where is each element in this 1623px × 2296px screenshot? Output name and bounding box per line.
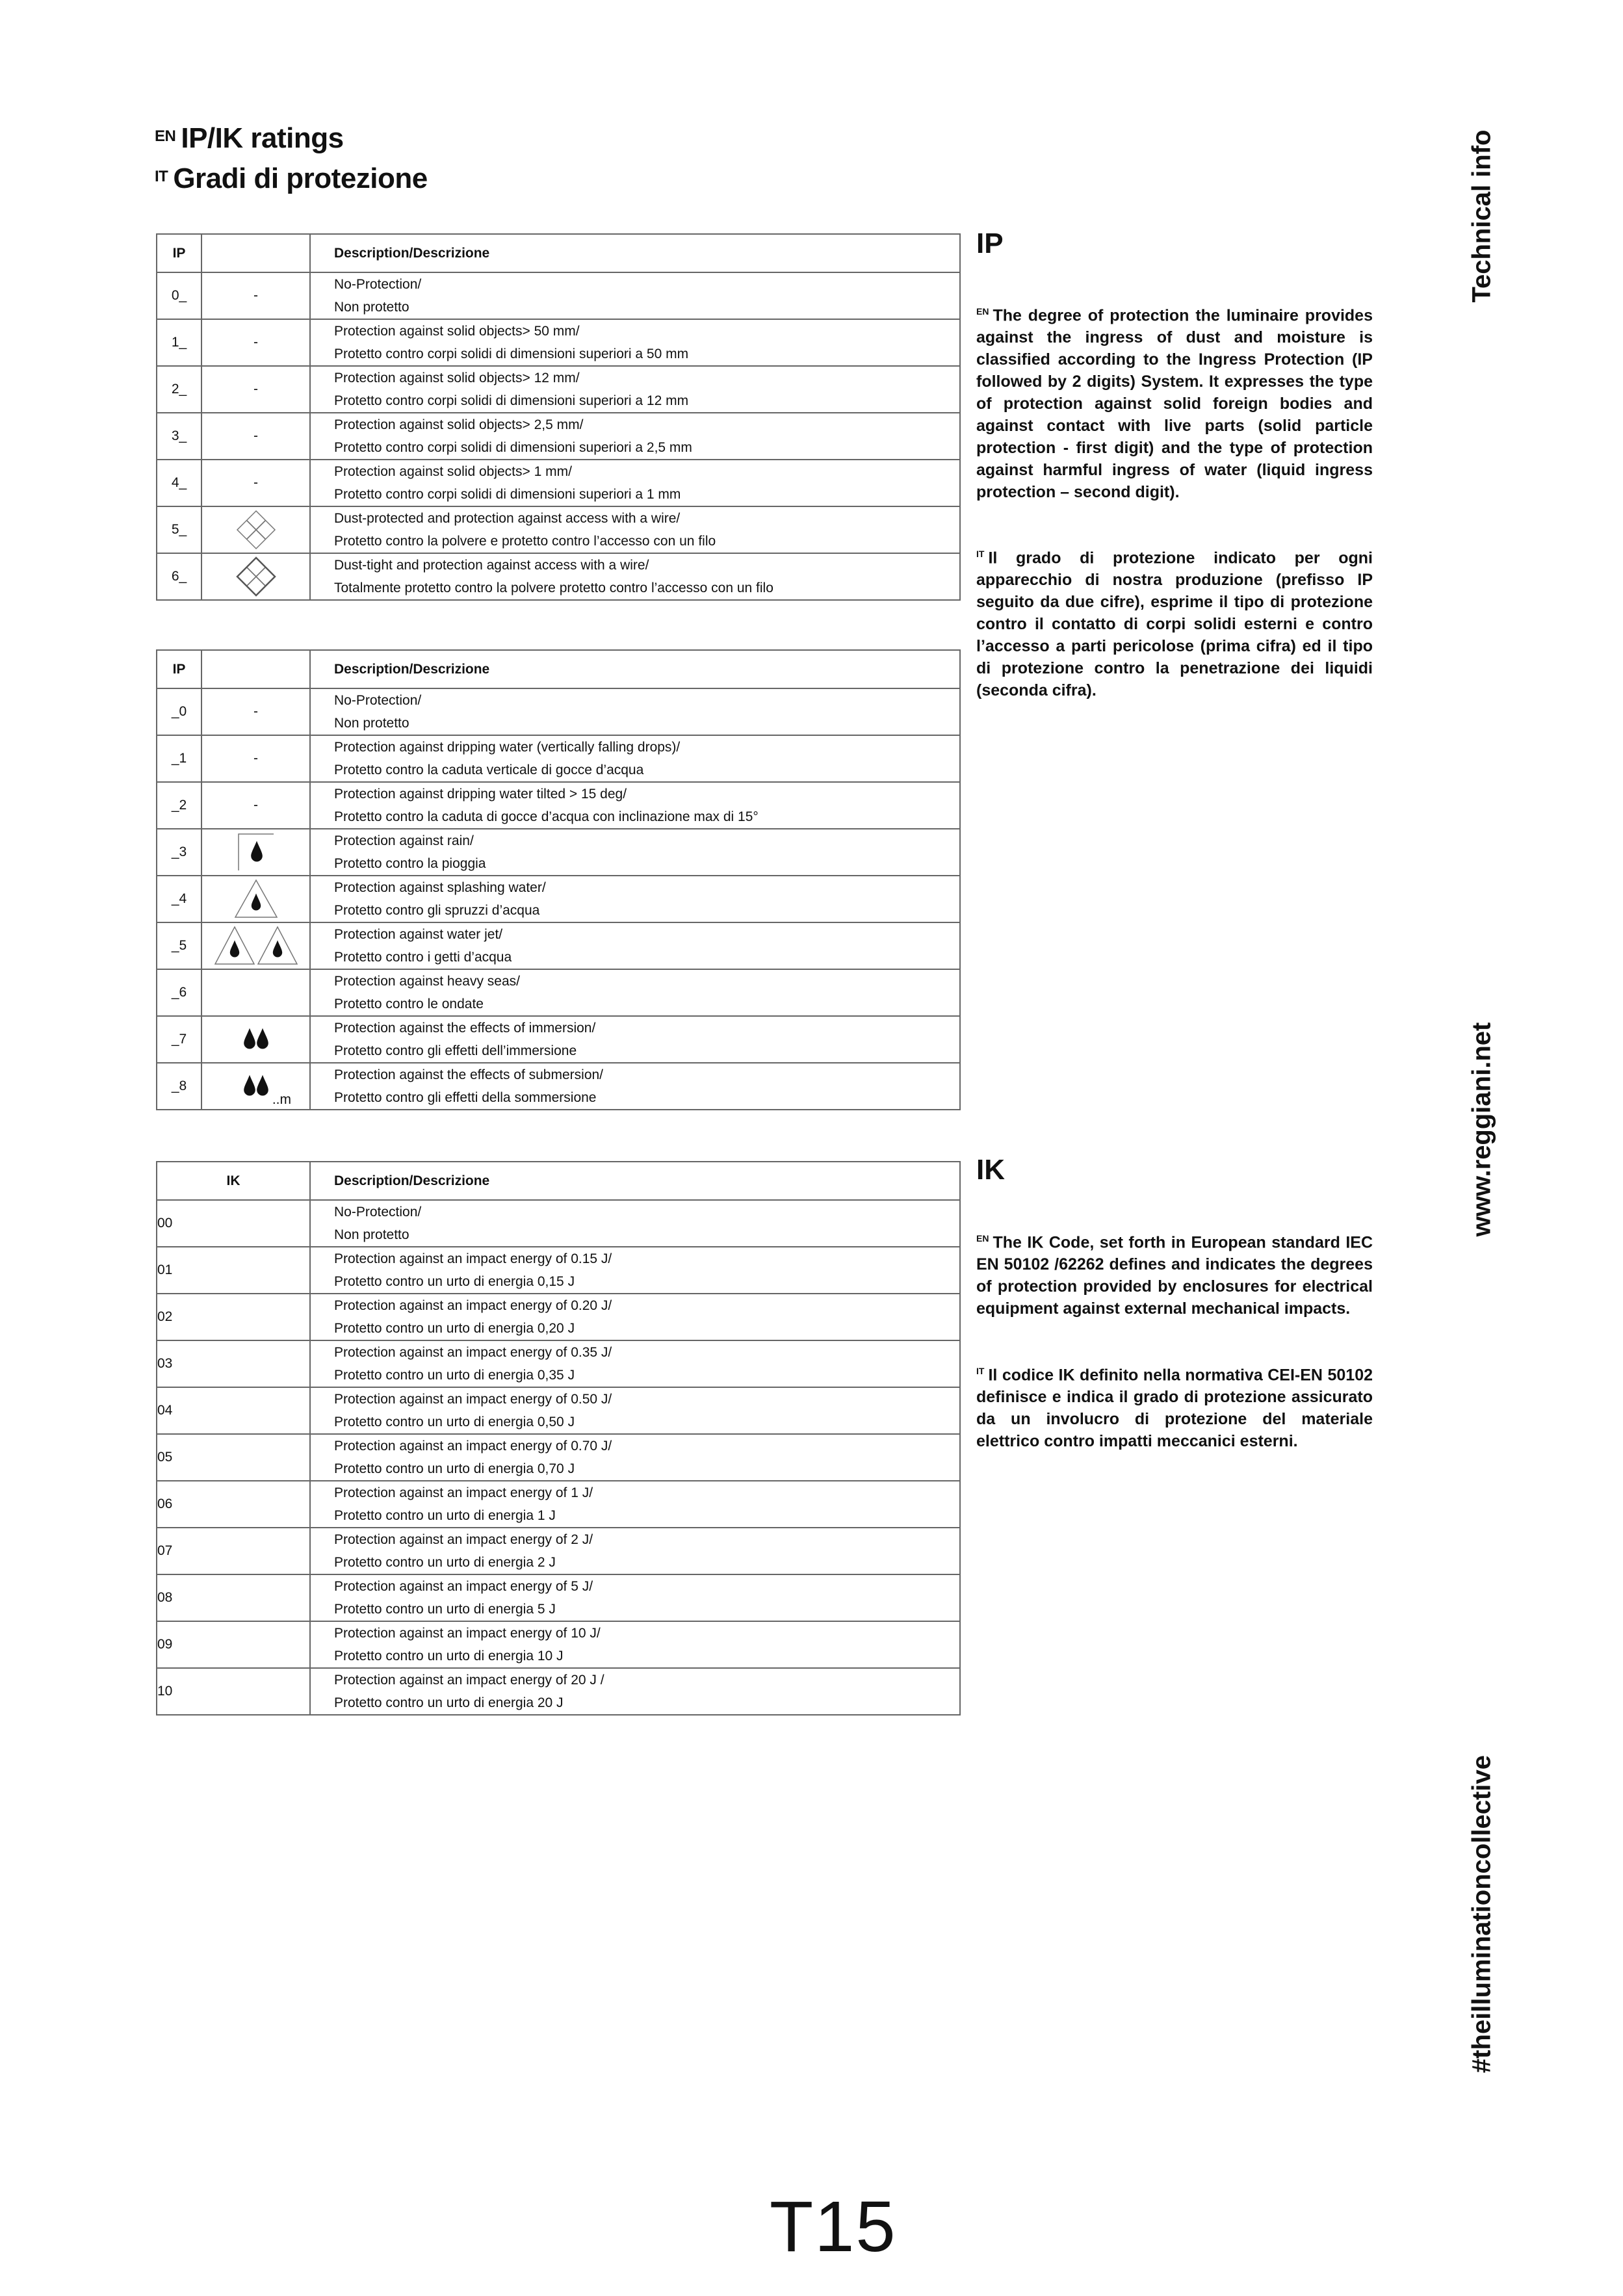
desc-en: Protection against an impact energy of 5 J/ xyxy=(334,1579,593,1594)
row-code: 03 xyxy=(157,1340,310,1387)
row-symbol xyxy=(201,506,310,553)
ip-it-tag: IT xyxy=(976,549,985,559)
ik-text-it xyxy=(976,1360,1373,1452)
desc-en: Protection against an impact energy of 0.70 J/ xyxy=(334,1439,612,1454)
desc-it: Protetto contro un urto di energia 0,50 J xyxy=(334,1415,575,1429)
ip-liquid-table xyxy=(156,649,961,1110)
table-row xyxy=(157,1016,960,1063)
desc-en: Protection against dripping water tilted > 15 deg/ xyxy=(334,787,627,802)
desc-en: Protection against heavy seas/ xyxy=(334,974,521,989)
table-row xyxy=(157,735,960,782)
table-row xyxy=(157,366,960,413)
ik-en-tag: EN xyxy=(976,1233,989,1244)
desc-en: Protection against an impact energy of 0.50 J/ xyxy=(334,1392,612,1407)
desc-en: Protection against solid objects> 1 mm/ xyxy=(334,464,572,479)
desc-it: Protetto contro gli effetti dell’immersione xyxy=(334,1043,577,1058)
table-row xyxy=(157,922,960,969)
desc-en: No-Protection/ xyxy=(334,277,422,292)
row-symbol xyxy=(201,366,310,413)
row-code: 00 xyxy=(157,1200,310,1247)
row-description xyxy=(310,1247,960,1294)
row-description xyxy=(310,1340,960,1387)
row-symbol xyxy=(201,829,310,876)
ik-en-body: The IK Code, set forth in European standard IEC EN 50102 /62262 defines and indicates the degrees of protection provided by enclosures for electrical equipment against external mechanical impacts. xyxy=(976,1233,1373,1318)
ip-it-body: Il grado di protezione indicato per ogni apparecchio di nostra produzione (prefisso IP seguito da due cifre), esprime il tipo di protezione contro il contatto di corpi solidi esterni e contro l’accesso a parti pericolose (prima cifra) ed il tipo di protezione contro la penetrazione dei liquidi (seconda cifra). xyxy=(976,549,1373,700)
row-code: 10 xyxy=(157,1668,310,1715)
desc-it: Protetto contro la caduta di gocce d’acqua con inclinazione max di 15° xyxy=(334,809,759,824)
row-description xyxy=(310,1621,960,1668)
desc-it: Protetto contro la pioggia xyxy=(334,856,486,871)
heading-it xyxy=(155,163,428,195)
desc-en: Protection against an impact energy of 0.15 J/ xyxy=(334,1251,612,1266)
row-description xyxy=(310,1200,960,1247)
symbol-dash: - xyxy=(253,335,258,350)
row-symbol xyxy=(201,922,310,969)
table-row xyxy=(157,506,960,553)
jet-double-triangle-icon xyxy=(214,938,298,953)
row-code: _5 xyxy=(157,922,201,969)
row-symbol xyxy=(201,876,310,922)
row-code: _7 xyxy=(157,1016,201,1063)
ip-solid-table xyxy=(156,233,961,601)
row-code: 01 xyxy=(157,1247,310,1294)
desc-it: Non protetto xyxy=(334,1227,409,1242)
row-description xyxy=(310,1528,960,1574)
desc-en: Protection against the effects of immersion/ xyxy=(334,1021,596,1036)
ip-section-title: IP xyxy=(976,228,1004,259)
row-code: _0 xyxy=(157,688,201,735)
row-description xyxy=(310,1574,960,1621)
row-description xyxy=(310,829,960,876)
desc-it: Totalmente protetto contro la polvere protetto contro l’accesso con un filo xyxy=(334,581,773,595)
desc-it: Protetto contro un urto di energia 5 J xyxy=(334,1602,556,1617)
row-description xyxy=(310,1387,960,1434)
row-code: _8 xyxy=(157,1063,201,1110)
row-description xyxy=(310,460,960,506)
desc-it: Protetto contro un urto di energia 0,15 J xyxy=(334,1274,575,1289)
desc-en: Protection against solid objects> 12 mm/ xyxy=(334,371,580,385)
desc-en: Protection against dripping water (vertically falling drops)/ xyxy=(334,740,681,755)
heading-en-title: IP/IK ratings xyxy=(181,122,344,154)
row-code: 5_ xyxy=(157,506,201,553)
desc-en: Dust-protected and protection against access with a wire/ xyxy=(334,511,681,526)
row-description xyxy=(310,688,960,735)
desc-en: Protection against an impact energy of 10 J/ xyxy=(334,1626,601,1641)
desc-it: Protetto contro un urto di energia 2 J xyxy=(334,1555,556,1570)
row-code: 2_ xyxy=(157,366,201,413)
table-row xyxy=(157,413,960,460)
row-code: _1 xyxy=(157,735,201,782)
table-row xyxy=(157,1621,960,1668)
dust-grid-framed-icon xyxy=(235,569,277,584)
desc-it: Protetto contro un urto di energia 0,20 J xyxy=(334,1321,575,1336)
symbol-dash: - xyxy=(253,382,258,397)
row-symbol xyxy=(201,460,310,506)
ik-section-title: IK xyxy=(976,1154,1005,1186)
row-symbol xyxy=(201,272,310,319)
desc-en: Protection against an impact energy of 20 J / xyxy=(334,1673,604,1688)
heading-en xyxy=(155,122,344,155)
row-symbol xyxy=(201,969,310,1016)
row-code: _6 xyxy=(157,969,201,1016)
table-row xyxy=(157,1528,960,1574)
double-drop-icon xyxy=(237,1032,276,1047)
row-symbol xyxy=(201,782,310,829)
desc-en: Protection against solid objects> 2,5 mm/ xyxy=(334,417,584,432)
row-code: 05 xyxy=(157,1434,310,1481)
desc-en: Protection against water jet/ xyxy=(334,927,503,942)
desc-it: Protetto contro gli spruzzi d’acqua xyxy=(334,903,540,918)
heading-en-tag: EN xyxy=(155,127,176,145)
rain-drop-icon xyxy=(233,844,279,859)
row-description xyxy=(310,922,960,969)
desc-en: No-Protection/ xyxy=(334,693,422,708)
table-row xyxy=(157,1063,960,1110)
ip-en-tag: EN xyxy=(976,306,989,317)
desc-en: Protection against an impact energy of 0.20 J/ xyxy=(334,1298,612,1313)
col-symbol xyxy=(201,234,310,272)
desc-it: Protetto contro un urto di energia 20 J xyxy=(334,1695,564,1710)
table-row xyxy=(157,1200,960,1247)
table-row xyxy=(157,1481,960,1528)
row-description xyxy=(310,1668,960,1715)
row-code: 08 xyxy=(157,1574,310,1621)
desc-it: Protetto contro un urto di energia 0,70 J xyxy=(334,1461,575,1476)
row-symbol xyxy=(201,553,310,600)
desc-en: Protection against splashing water/ xyxy=(334,880,546,895)
table-row xyxy=(157,1294,960,1340)
row-symbol xyxy=(201,735,310,782)
row-code: 07 xyxy=(157,1528,310,1574)
row-description xyxy=(310,876,960,922)
table-row xyxy=(157,782,960,829)
ik-table xyxy=(156,1161,961,1715)
desc-it: Non protetto xyxy=(334,300,409,315)
col-ik: IK xyxy=(157,1162,310,1200)
table-row xyxy=(157,1434,960,1481)
desc-it: Protetto contro un urto di energia 1 J xyxy=(334,1508,556,1523)
row-code: 1_ xyxy=(157,319,201,366)
ip-en-body: The degree of protection the luminaire provides against the ingress of dust and moisture is classified according to the Ingress Protection (IP followed by 2 digits) System. It expresses the type of protection against solid foreign bodies and against contact with live parts (solid particle protection - first digit) and the type of protection against harmful ingress of water (liquid ingress protection – second digit). xyxy=(976,306,1373,502)
desc-en: Protection against an impact energy of 2 J/ xyxy=(334,1532,593,1547)
table-row xyxy=(157,272,960,319)
symbol-dash: - xyxy=(253,288,258,303)
desc-it: Protetto contro un urto di energia 0,35 J xyxy=(334,1368,575,1383)
row-description xyxy=(310,553,960,600)
desc-en: Protection against rain/ xyxy=(334,833,474,848)
col-symbol xyxy=(201,650,310,688)
page-number: T15 xyxy=(770,2187,897,2267)
desc-it: Protetto contro la polvere e protetto contro l’accesso con un filo xyxy=(334,534,716,549)
desc-en: No-Protection/ xyxy=(334,1205,422,1220)
row-code: 06 xyxy=(157,1481,310,1528)
ik-it-body: Il codice IK definito nella normativa CEI-EN 50102 definisce e indica il grado di protezione assicurato da un involucro di protezione del materiale elettrico contro impatti meccanici esterni. xyxy=(976,1366,1373,1451)
desc-it: Protetto contro corpi solidi di dimensioni superiori a 1 mm xyxy=(334,487,681,502)
desc-en: Protection against an impact energy of 1 J/ xyxy=(334,1485,593,1500)
row-symbol xyxy=(201,688,310,735)
sidebar-website[interactable]: www.reggiani.net xyxy=(1467,1022,1496,1237)
symbol-dash: - xyxy=(253,798,258,813)
table-row xyxy=(157,1387,960,1434)
symbol-dash: - xyxy=(253,475,258,490)
desc-it: Protetto contro gli effetti della sommersione xyxy=(334,1090,597,1105)
desc-en: Dust-tight and protection against access with a wire/ xyxy=(334,558,649,573)
row-code: _4 xyxy=(157,876,201,922)
table-row xyxy=(157,553,960,600)
table-row xyxy=(157,1668,960,1715)
ip-text-it xyxy=(976,543,1373,701)
symbol-dash: - xyxy=(253,751,258,766)
row-description xyxy=(310,1063,960,1110)
row-symbol xyxy=(201,1063,310,1110)
row-description xyxy=(310,366,960,413)
col-desc: Description/Descrizione xyxy=(310,234,960,272)
row-description xyxy=(310,1481,960,1528)
row-code: 4_ xyxy=(157,460,201,506)
table-row xyxy=(157,876,960,922)
table-row xyxy=(157,319,960,366)
desc-it: Protetto contro corpi solidi di dimensioni superiori a 50 mm xyxy=(334,346,689,361)
desc-it: Protetto contro un urto di energia 10 J xyxy=(334,1649,564,1663)
table-row xyxy=(157,460,960,506)
row-symbol xyxy=(201,319,310,366)
table-row xyxy=(157,829,960,876)
table-row xyxy=(157,688,960,735)
row-code: 02 xyxy=(157,1294,310,1340)
desc-it: Protetto contro le ondate xyxy=(334,997,484,1011)
row-description xyxy=(310,1016,960,1063)
row-code: _2 xyxy=(157,782,201,829)
desc-it: Protetto contro i getti d’acqua xyxy=(334,950,512,965)
col-desc: Description/Descrizione xyxy=(310,1162,960,1200)
table-row xyxy=(157,1247,960,1294)
table-row xyxy=(157,1340,960,1387)
col-ip: IP xyxy=(157,234,201,272)
row-code: 04 xyxy=(157,1387,310,1434)
ik-text-en xyxy=(976,1227,1373,1320)
desc-en: Protection against an impact energy of 0.35 J/ xyxy=(334,1345,612,1360)
row-description xyxy=(310,272,960,319)
row-description xyxy=(310,319,960,366)
row-code: _3 xyxy=(157,829,201,876)
sidebar-section-label: Technical info xyxy=(1467,129,1496,303)
desc-en: Protection against the effects of submersion/ xyxy=(334,1067,604,1082)
desc-it: Protetto contro la caduta verticale di gocce d’acqua xyxy=(334,763,644,777)
row-description xyxy=(310,506,960,553)
row-description xyxy=(310,782,960,829)
desc-it: Non protetto xyxy=(334,716,409,731)
row-code: 6_ xyxy=(157,553,201,600)
row-symbol xyxy=(201,1016,310,1063)
row-code: 09 xyxy=(157,1621,310,1668)
desc-it: Protetto contro corpi solidi di dimensioni superiori a 2,5 mm xyxy=(334,440,692,455)
table-row xyxy=(157,969,960,1016)
symbol-dash: - xyxy=(253,428,258,443)
row-description xyxy=(310,1294,960,1340)
desc-it: Protetto contro corpi solidi di dimensioni superiori a 12 mm xyxy=(334,393,689,408)
row-code: 0_ xyxy=(157,272,201,319)
double-drop-depth-icon xyxy=(237,1078,276,1093)
row-description xyxy=(310,969,960,1016)
desc-en: Protection against solid objects> 50 mm/ xyxy=(334,324,580,339)
depth-label: ..m xyxy=(272,1092,291,1107)
dust-grid-icon xyxy=(235,522,277,537)
col-desc: Description/Descrizione xyxy=(310,650,960,688)
row-description xyxy=(310,1434,960,1481)
ik-it-tag: IT xyxy=(976,1366,985,1376)
sidebar-hashtag: #theilluminationcollective xyxy=(1467,1755,1496,2074)
row-symbol xyxy=(201,413,310,460)
symbol-dash: - xyxy=(253,704,258,719)
table-row xyxy=(157,1574,960,1621)
row-code: 3_ xyxy=(157,413,201,460)
splash-triangle-icon xyxy=(233,891,279,906)
ip-text-en xyxy=(976,300,1373,503)
heading-it-title: Gradi di protezione xyxy=(173,163,428,194)
row-description xyxy=(310,735,960,782)
heading-it-tag: IT xyxy=(155,168,168,185)
row-description xyxy=(310,413,960,460)
col-ip: IP xyxy=(157,650,201,688)
